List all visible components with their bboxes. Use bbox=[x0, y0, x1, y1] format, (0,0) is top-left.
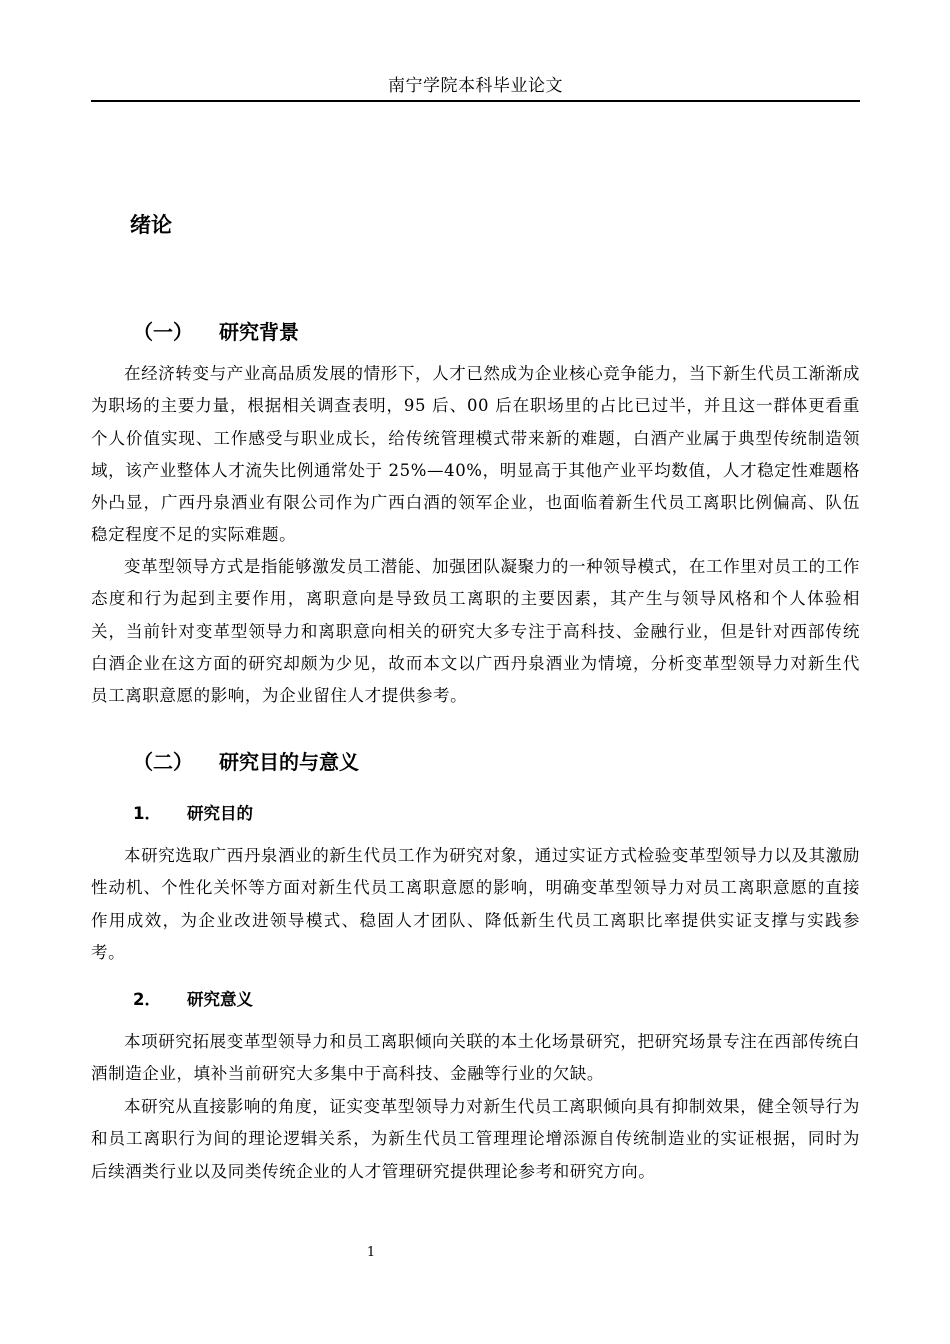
body-paragraph: 变革型领导方式是指能够激发员工潜能、加强团队凝聚力的一种领导模式，在工作里对员工的工作态度和行为起到主要作用，离职意向是导致员工离职的主要因素，其产生与领导风格和个人体验相关，当前针对变革型领导力和离职意向相关的研究大多专注于高科技、金融行业，但是针对西部传统白酒企业在这方面的研究却颇为少见，故而本文以广西丹泉酒业为情境，分析变革型领导力对新生代员工离职意愿的影响，为企业留住人才提供参考。 bbox=[91, 557, 860, 706]
subheading-title: 研究意义 bbox=[187, 990, 253, 1009]
subheading-research-purpose bbox=[133, 802, 253, 826]
section-number: （一） bbox=[133, 320, 193, 344]
body-paragraph: 本研究从直接影响的角度，证实变革型领导力对新生代员工离职倾向具有抑制效果，健全领导行为和员工离职行为间的理论逻辑关系，为新生代员工管理理论增添源自传统制造业的实证根据，同时为后续酒类行业以及同类传统企业的人才管理研究提供理论参考和研究方向。 bbox=[91, 1097, 860, 1181]
section-heading-background bbox=[133, 318, 299, 346]
page-number: 1 bbox=[366, 1245, 376, 1260]
body-paragraph: 本项研究拓展变革型领导力和员工离职倾向关联的本土化场景研究，把研究场景专注在西部传统白酒制造企业，填补当前研究大多集中于高科技、金融等行业的欠缺。 bbox=[91, 1032, 860, 1084]
subheading-title: 研究目的 bbox=[187, 804, 253, 823]
chapter-title: 绪论 bbox=[130, 213, 172, 237]
section-heading-purpose-significance bbox=[133, 748, 359, 776]
running-header: 南宁学院本科毕业论文 bbox=[388, 76, 563, 96]
header-rule bbox=[91, 100, 860, 102]
subheading-research-significance bbox=[133, 988, 253, 1012]
subheading-number: 2． bbox=[133, 990, 161, 1009]
body-paragraph: 在经济转变与产业高品质发展的情形下，人才已然成为企业核心竞争能力，当下新生代员工渐渐成为职场的主要力量，根据相关调查表明，95 后、00 后在职场里的占比已过半，并且这一群体更看重个人价值实现、工作感受与职业成长，给传统管理模式带来新的难题，白酒产业属于典型传统制造领域，该产业整体人才流失比例通常处于 25%—40%，明显高于其他产业平均数值，人才稳定性难题格外凸显，广西丹泉酒业有限公司作为广西白酒的领军企业，也面临着新生代员工离职比例偏高、队伍稳定程度不足的实际难题。 bbox=[91, 364, 860, 545]
section-title: 研究目的与意义 bbox=[219, 750, 359, 774]
subheading-number: 1． bbox=[133, 804, 161, 823]
body-paragraph: 本研究选取广西丹泉酒业的新生代员工作为研究对象，通过实证方式检验变革型领导力以及其激励性动机、个性化关怀等方面对新生代员工离职意愿的影响，明确变革型领导力对员工离职意愿的直接作用成效，为企业改进领导模式、稳固人才团队、降低新生代员工离职比率提供实证支撑与实践参考。 bbox=[91, 846, 860, 962]
section-number: （二） bbox=[133, 750, 193, 774]
section-title: 研究背景 bbox=[219, 320, 299, 344]
